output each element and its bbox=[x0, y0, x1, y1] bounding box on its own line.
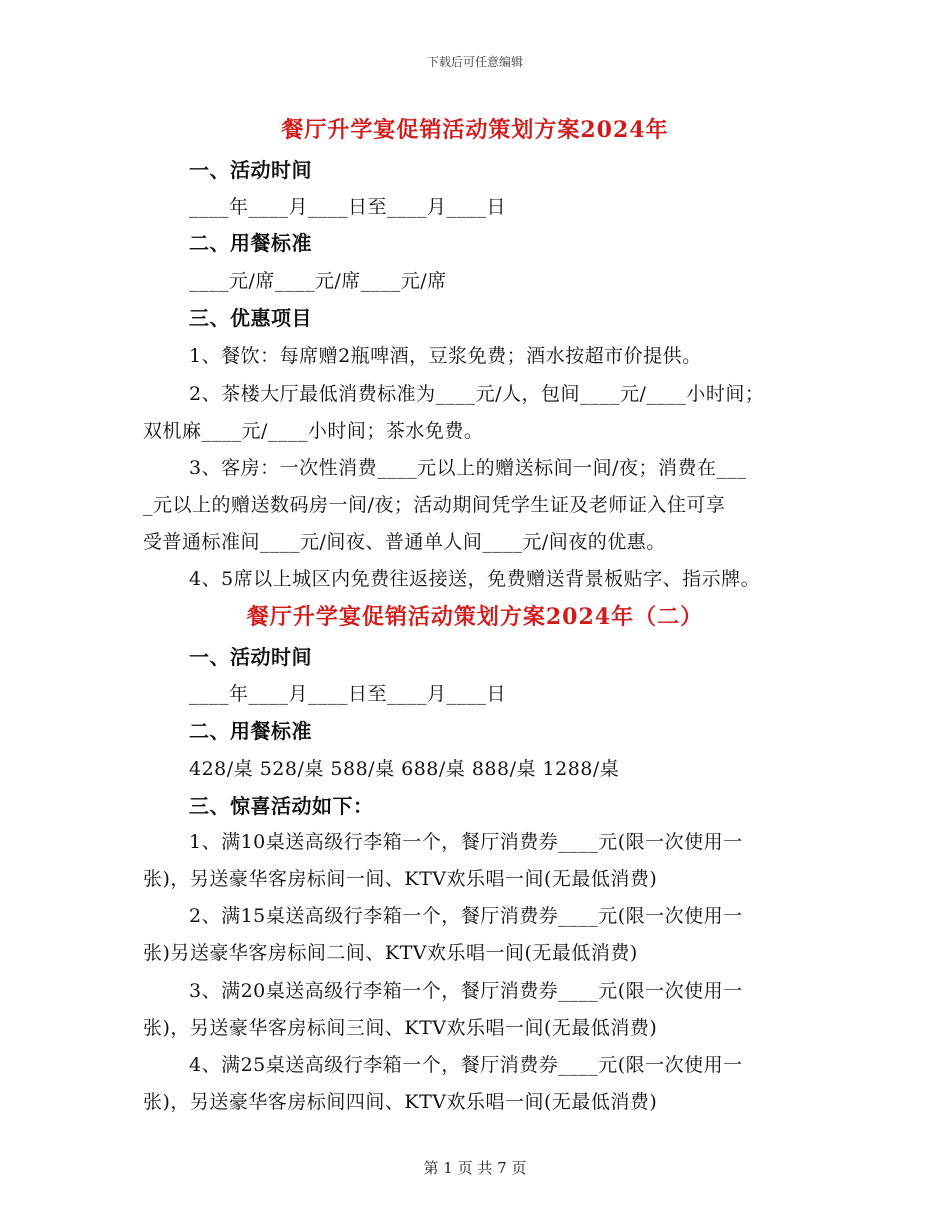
heading-surprise-activities: 三、惊喜活动如下： bbox=[189, 794, 374, 818]
date-line: ____年____月____日至____月____日 bbox=[189, 683, 507, 705]
page-number: 第 1 页 共 7 页 bbox=[423, 1159, 527, 1177]
list-item: 2、茶楼大厅最低消费标准为____元/人，包间____元/____小时间； bbox=[189, 383, 765, 405]
list-item-continuation: 张)另送豪华客房标间二间、KTV欢乐唱一间(无最低消费) bbox=[143, 942, 638, 964]
list-item: 1、餐饮：每席赠2瓶啤酒，豆浆免费；酒水按超市价提供。 bbox=[189, 345, 702, 367]
list-item-continuation: 张)，另送豪华客房标间三间、KTV欢乐唱一间(无最低消费) bbox=[143, 1017, 658, 1039]
price-line: ____元/席____元/席____元/席 bbox=[189, 270, 447, 292]
list-item: 3、客房：一次性消费____元以上的赠送标间一间/夜；消费在___ bbox=[189, 457, 747, 479]
date-line: ____年____月____日至____月____日 bbox=[189, 196, 507, 218]
heading-activity-time: 一、活动时间 bbox=[189, 158, 312, 182]
heading-discount-items: 三、优惠项目 bbox=[189, 306, 312, 330]
heading-dining-standard: 二、用餐标准 bbox=[189, 231, 312, 255]
document-title: 餐厅升学宴促销活动策划方案2024年 bbox=[281, 117, 669, 143]
list-item-continuation: 张)，另送豪华客房标间一间、KTV欢乐唱一间(无最低消费) bbox=[143, 868, 658, 890]
header-note: 下载后可任意编辑 bbox=[426, 55, 523, 69]
section-title: 餐厅升学宴促销活动策划方案2024年（二） bbox=[246, 604, 704, 630]
heading-dining-standard: 二、用餐标准 bbox=[189, 719, 312, 743]
list-item-continuation: 张)，另送豪华客房标间四间、KTV欢乐唱一间(无最低消费) bbox=[143, 1091, 658, 1113]
list-item-continuation: _元以上的赠送数码房一间/夜；活动期间凭学生证及老师证入住可享 bbox=[143, 494, 726, 516]
price-line: 428/桌 528/桌 588/桌 688/桌 888/桌 1288/桌 bbox=[189, 758, 620, 780]
list-item-continuation: 受普通标准间____元/间夜、普通单人间____元/间夜的优惠。 bbox=[143, 531, 666, 553]
list-item: 4、5席以上城区内免费往返接送，免费赠送背景板贴字、指示牌。 bbox=[189, 568, 761, 590]
list-item: 3、满20桌送高级行李箱一个，餐厅消费券____元(限一次使用一 bbox=[189, 980, 743, 1002]
list-item: 2、满15桌送高级行李箱一个，餐厅消费券____元(限一次使用一 bbox=[189, 905, 743, 927]
list-item-continuation: 双机麻____元/____小时间；茶水免费。 bbox=[143, 420, 484, 442]
heading-activity-time: 一、活动时间 bbox=[189, 645, 312, 669]
list-item: 4、满25桌送高级行李箱一个，餐厅消费券____元(限一次使用一 bbox=[189, 1054, 743, 1076]
list-item: 1、满10桌送高级行李箱一个，餐厅消费券____元(限一次使用一 bbox=[189, 831, 743, 853]
